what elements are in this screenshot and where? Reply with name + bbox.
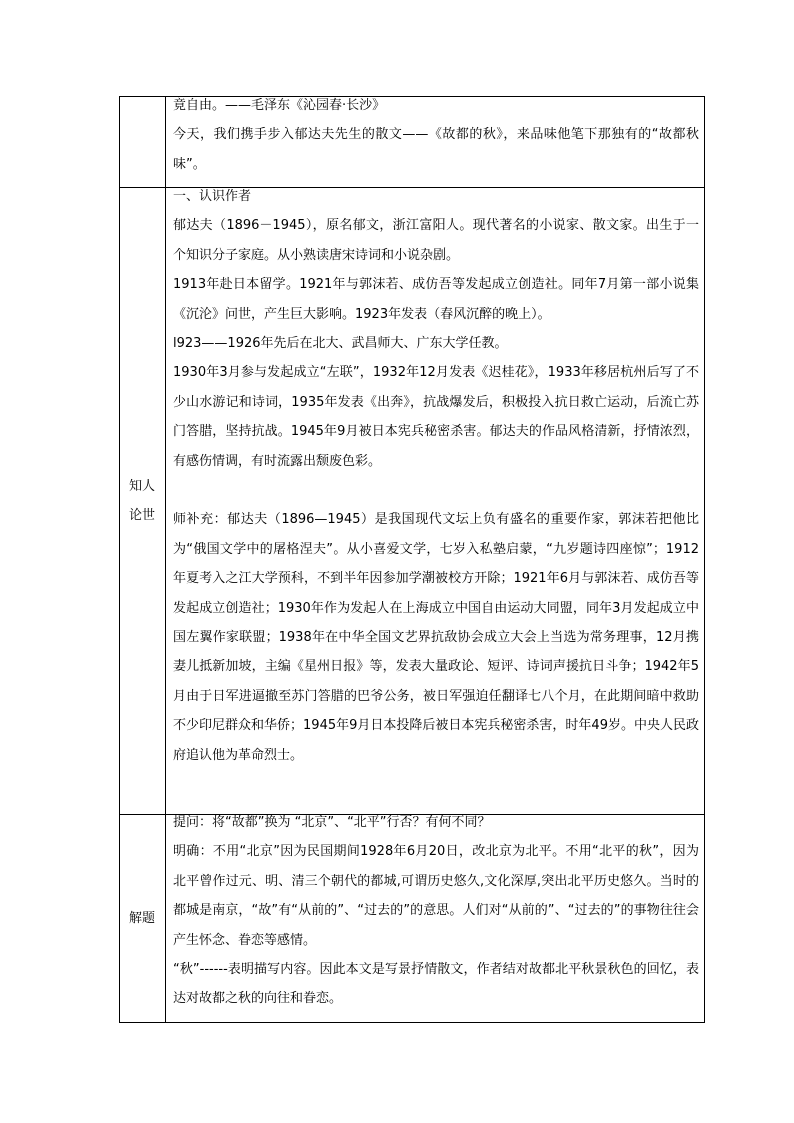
section-label: 解题 (128, 910, 155, 926)
author-row (119, 187, 705, 814)
author-content-cell (173, 182, 699, 770)
intro-label-cell (119, 96, 165, 187)
blank-line (173, 476, 699, 505)
answer-paragraph: 明确：不用“北京”因为民国期间1928年6月20日，改北京为北平。不用“北平的秋”，因为北平曾作过元、明、清三个朝代的都城,可谓历史悠久,文化深厚,突出北平历史悠久。当时的都城是南京，“故”有“从前的”、“过去的”的意思。人们对“从前的”、“过去的”的事物往往会产生怀念、眷恋等感情。 (173, 844, 699, 948)
title-row (119, 814, 705, 1022)
section-label: 知人 (128, 478, 155, 494)
author-paragraph: 1930年3月参与发起成立“左联”，1932年12月发表《迟桂花》，1933年移居杭州后写了不少山水游记和诗词，1935年发表《出奔》，抗战爆发后，积极投入抗日救亡运动，后流亡苏门答腊，坚持抗战。1945年9月被日本宪兵秘密杀害。郁达夫的作品风格清新，抒情浓烈，有感伤情调，有时流露出颓废色彩。 (173, 365, 699, 469)
title-label-cell (119, 814, 165, 1022)
intro-row (119, 96, 705, 187)
author-paragraph: 郁达夫（1896－1945），原名郁文，浙江富阳人。现代著名的小说家、散文家。出生于一个知识分子家庭。从小熟读唐宋诗词和小说杂剧。 (173, 218, 699, 263)
teacher-note-paragraph: 师补充：郁达夫（1896—1945）是我国现代文坛上负有盛名的重要作家，郭沫若把他比为“俄国文学中的屠格涅夫”。从小喜爱文学，七岁入私塾启蒙，“九岁题诗四座惊”；1912年夏考入之江大学预科，不到半年因参加学潮被校方开除；1921年6月与郭沫若、成仿吾等发起成立创造社；1930年作为发起人在上海成立中国自由运动大同盟，同年3月发起成立中国左翼作家联盟；1938年在中华全国文艺界抗敌协会成立大会上当选为常务理事，12月携妻儿抵新加坡，主编《星州日报》等，发表大量政论、短评、诗词声援抗日斗争；1942年5月由于日军进逼撤至苏门答腊的巴爷公务，被日军强迫任翻译七八个月，在此期间暗中救助不少印尼群众和华侨；1945年9月日本投降后被日本宪兵秘密杀害，时年49岁。中央人民政府追认他为革命烈士。 (173, 512, 699, 763)
intro-paragraph: 今天，我们携手步入郁达夫先生的散文——《故都的秋》，来品味他笔下那独有的“故都秋味”。 (173, 127, 699, 172)
author-paragraph: l923——1926年先后在北大、武昌师大、广东大学任教。 (173, 336, 508, 352)
author-label-cell (119, 187, 165, 814)
author-paragraph: 1913年赴日本留学。1921年与郭沫若、成仿吾等发起成立创造社。同年7月第一部小说集《沉沦》问世，产生巨大影响。1923年发表（春风沉醉的晚上）。 (173, 277, 699, 322)
title-content-cell (173, 808, 699, 1014)
intro-paragraph: 竟自由。——毛泽东《沁园春·长沙》 (173, 98, 386, 113)
section-label: 论世 (128, 507, 155, 523)
lesson-table (119, 96, 705, 1023)
question-paragraph: 提问：将“故都”换为 “北京”、“北平”行否？有何不同？ (173, 815, 491, 830)
table-border-bottom (119, 1022, 705, 1023)
intro-content-cell (173, 91, 699, 179)
section-heading: 一、认识作者 (173, 189, 252, 204)
answer-paragraph: “秋”------表明描写内容。因此本文是写景抒情散文，作者结对故都北平秋景秋色的回忆，表达对故都之秋的向往和眷恋。 (173, 962, 699, 1007)
